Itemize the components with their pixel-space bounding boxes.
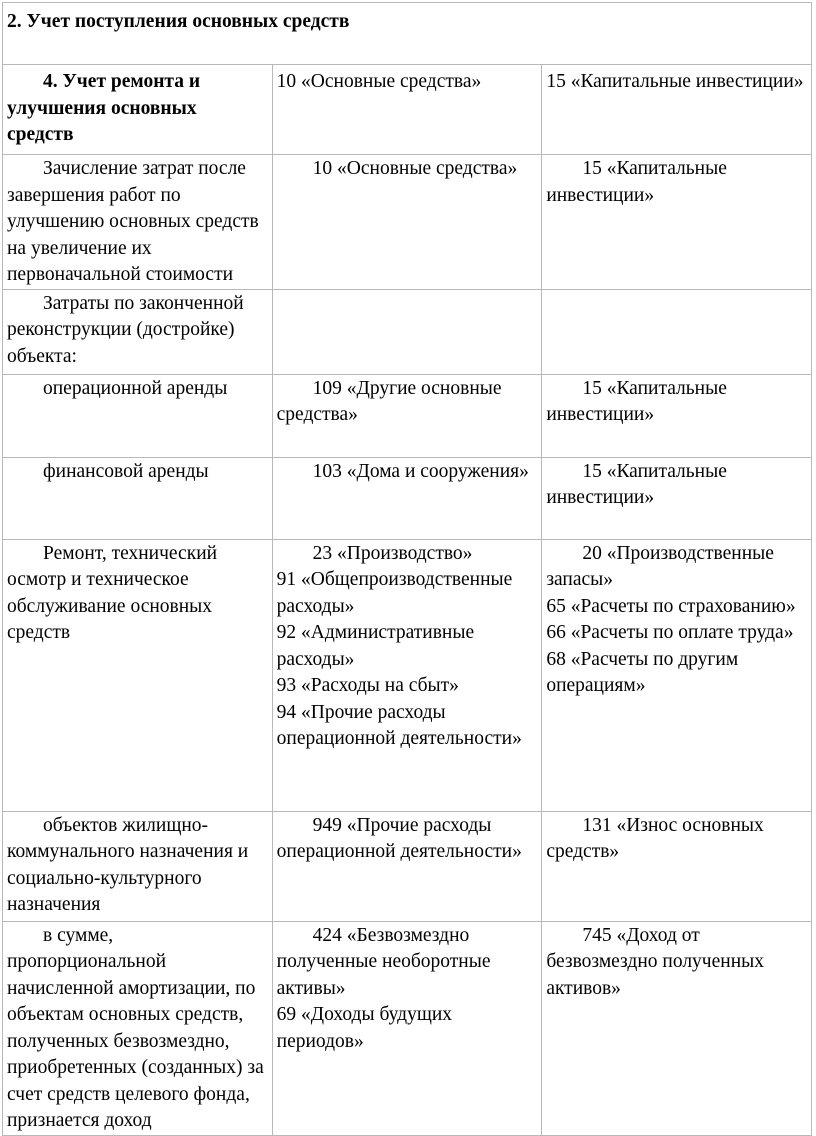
debit-line: 69 «Доходы будущих периодов» [276, 1004, 453, 1052]
document-page [2, 2, 812, 1136]
row-credit: 745 «Доход от безвозмездно полученных активов» [542, 921, 812, 1135]
row-description: Ремонт, технический осмотр и техническое обслуживание основных средств [3, 539, 273, 811]
row-credit [542, 539, 812, 811]
row-credit [542, 289, 812, 374]
header-credit: 15 «Капитальные инвестиции» [542, 65, 812, 155]
row-debit: 10 «Основные средства» [272, 155, 542, 290]
credit-line: 66 «Расчеты по оплате труда» [546, 622, 794, 643]
row-credit: 131 «Износ основных средств» [542, 811, 812, 921]
debit-line: 92 «Административные расходы» [276, 622, 475, 670]
table-row [3, 374, 812, 457]
table-row [3, 921, 812, 1135]
row-description: финансовой аренды [3, 457, 273, 539]
row-debit: 109 «Другие основные средства» [272, 374, 542, 457]
table-row [3, 289, 812, 374]
debit-line: 93 «Расходы на сбыт» [276, 675, 459, 696]
credit-line: 20 «Производственные запасы» [546, 542, 774, 590]
debit-line: 23 «Производство» [312, 542, 473, 564]
accounting-table [2, 2, 812, 1136]
header-debit: 10 «Основные средства» [272, 65, 542, 155]
row-credit: 15 «Капитальные инвестиции» [542, 457, 812, 539]
row-description: в сумме, пропорциональной начисленной амортизации, по объектам основных средств, полученных безвозмездно, приобретенных (созданных) за счет средств целевого фонда, признается доход [3, 921, 273, 1135]
table-row [3, 457, 812, 539]
debit-line: 94 «Прочие расходы операционной деятельности» [276, 701, 522, 749]
row-debit [272, 289, 542, 374]
row-debit [272, 921, 542, 1135]
section-title: 2. Учет поступления основных средств [3, 3, 812, 65]
row-debit: 949 «Прочие расходы операционной деятельности» [272, 811, 542, 921]
row-credit: 15 «Капитальные инвестиции» [542, 374, 812, 457]
table-row [3, 811, 812, 921]
row-debit: 103 «Дома и сооружения» [272, 457, 542, 539]
credit-line: 65 «Расчеты по страхованию» [546, 595, 796, 617]
credit-line: 68 «Расчеты по другим операциям» [546, 648, 739, 696]
table-row [3, 539, 812, 811]
debit-line: 424 «Безвозмездно полученные необоротные активы» [276, 924, 491, 999]
section-title-row [3, 3, 812, 65]
header-row [3, 65, 812, 155]
row-description: операционной аренды [3, 374, 273, 457]
header-operation: 4. Учет ремонта и улучшения основных средств [3, 65, 273, 155]
row-description: Зачисление затрат после завершения работ по улучшению основных средств на увеличение их первоначальной стоимости [3, 155, 273, 290]
row-description: объектов жилищно-коммунального назначения и социально-культурного назначения [3, 811, 273, 921]
debit-line: 91 «Общепроизводственные расходы» [276, 569, 513, 617]
row-credit: 15 «Капитальные инвестиции» [542, 155, 812, 290]
table-row [3, 155, 812, 290]
row-debit [272, 539, 542, 811]
row-description: Затраты по законченной реконструкции (достройке) объекта: [3, 289, 273, 374]
